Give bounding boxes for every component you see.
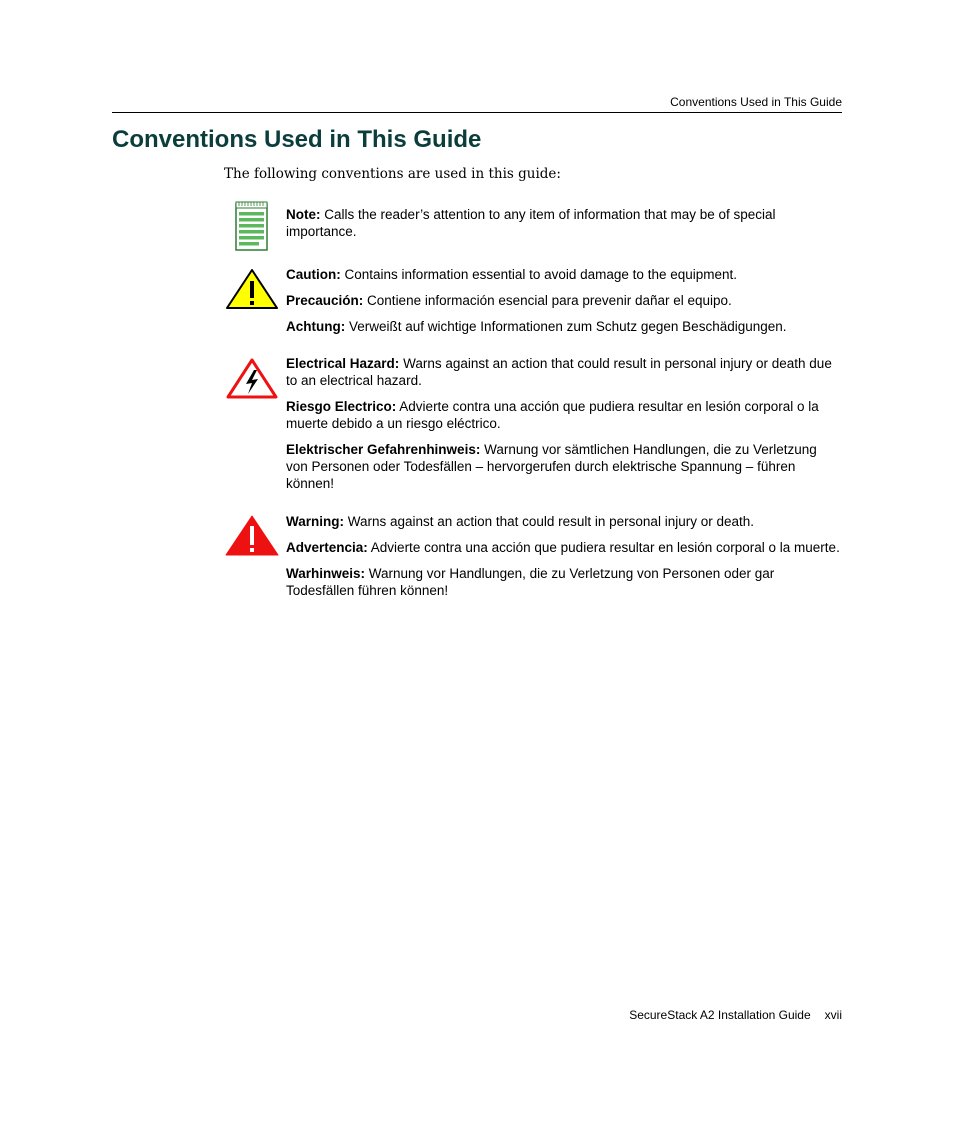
note-paragraph: [286, 206, 842, 240]
caution-paragraph-de: [286, 318, 842, 335]
warhinweis-label: Warhinweis:: [286, 566, 366, 581]
achtung-text: Verweißt auf wichtige Informationen zum Schutz gegen Beschädigungen.: [349, 319, 787, 334]
achtung-label: Achtung:: [286, 319, 346, 334]
notepad-icon: [234, 200, 270, 257]
running-footer: [112, 1008, 842, 1022]
warning-label: Warning:: [286, 514, 344, 529]
elektrischer-label: Elektrischer Gefahrenhinweis:: [286, 442, 481, 457]
electrical-paragraph-es: [286, 398, 842, 432]
note-text: Calls the reader’s attention to any item of information that may be of special importance.: [286, 207, 776, 239]
running-header: Conventions Used in This Guide: [670, 95, 842, 109]
electrical-hazard-icon: [224, 356, 280, 405]
book-title: SecureStack A2 Installation Guide: [629, 1008, 811, 1022]
page-title: Conventions Used in This Guide: [112, 126, 482, 153]
electrical-paragraph-de: [286, 441, 842, 492]
page-number: xvii: [824, 1008, 842, 1022]
warning-paragraph-es: [286, 539, 842, 556]
electrical-hazard-text: Warns against an action that could result in personal injury or death due to an electrical hazard.: [286, 356, 832, 388]
elektrischer-text: Warnung vor sämtlichen Handlungen, die zu Verletzung von Personen oder Todesfällen – hervorgerufen durch elektrische Spannung – führen können!: [286, 442, 817, 491]
electrical-hazard-label: Electrical Hazard:: [286, 356, 400, 371]
caution-paragraph-en: [286, 266, 842, 283]
warning-paragraph-de: [286, 565, 842, 599]
caution-label: Caution:: [286, 267, 341, 282]
intro-text: The following conventions are used in this guide:: [224, 166, 561, 182]
electrical-paragraph-en: [286, 355, 842, 389]
caution-text: Contains information essential to avoid damage to the equipment.: [344, 267, 738, 282]
caution-paragraph-es: [286, 292, 842, 309]
header-rule: [112, 112, 842, 113]
warhinweis-text: Warnung vor Handlungen, die zu Verletzung von Personen oder gar Todesfällen führen können!: [286, 566, 775, 598]
advertencia-text: Advierte contra una acción que pudiera resultar en lesión corporal o la muerte.: [370, 540, 840, 555]
riesgo-electrico-label: Riesgo Electrico:: [286, 399, 397, 414]
warning-paragraph-en: [286, 513, 842, 530]
precaucion-label: Precaución:: [286, 293, 364, 308]
riesgo-electrico-text: Advierte contra una acción que pudiera resultar en lesión corporal o la muerte debido a un riesgo eléctrico.: [286, 399, 819, 431]
warning-triangle-icon: [224, 513, 280, 562]
advertencia-label: Advertencia:: [286, 540, 368, 555]
precaucion-text: Contiene información esencial para prevenir dañar el equipo.: [367, 293, 732, 308]
warning-text: Warns against an action that could result in personal injury or death.: [347, 514, 754, 529]
note-label: Note:: [286, 207, 321, 222]
caution-triangle-icon: [224, 267, 280, 316]
